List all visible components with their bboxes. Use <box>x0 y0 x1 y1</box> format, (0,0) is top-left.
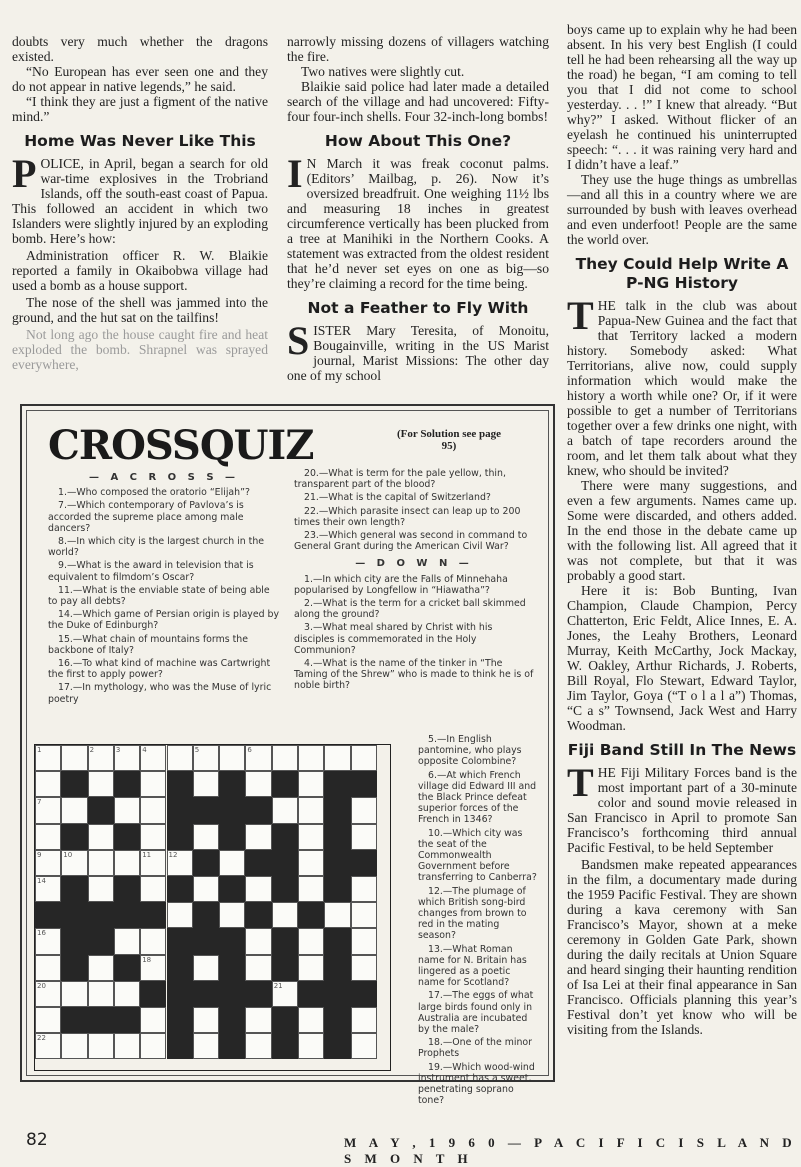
grid-cell[interactable] <box>114 981 140 1007</box>
col1-para-4: Not long ago the house caught fire and heat exploded the bomb. Shrapnel was sprayed everywhere, <box>12 327 268 372</box>
column-1 <box>12 34 268 372</box>
grid-cell[interactable] <box>193 1007 219 1033</box>
grid-cell[interactable] <box>114 797 140 823</box>
grid-cell[interactable] <box>298 797 324 823</box>
crossquiz-solution-note: (For Solution see page 95) <box>397 428 501 452</box>
grid-block-cell <box>193 981 219 1007</box>
grid-cell[interactable] <box>35 797 61 823</box>
grid-cell[interactable] <box>140 745 166 771</box>
grid-block-cell <box>324 850 350 876</box>
column-3 <box>567 22 797 1037</box>
grid-block-cell <box>114 902 140 928</box>
grid-cell[interactable] <box>140 824 166 850</box>
grid-cell[interactable] <box>35 955 61 981</box>
grid-cell[interactable] <box>245 955 271 981</box>
grid-cell[interactable] <box>193 876 219 902</box>
grid-cell[interactable] <box>35 771 61 797</box>
grid-block-cell <box>61 928 87 954</box>
grid-block-cell <box>272 850 298 876</box>
grid-cell[interactable] <box>61 850 87 876</box>
across-clues <box>48 466 280 707</box>
grid-cell[interactable] <box>298 876 324 902</box>
grid-block-cell <box>219 824 245 850</box>
grid-cell[interactable] <box>298 955 324 981</box>
clue-down-4: 4.—What is the name of the tinker in “The Taming of the Shrew” who is made to think he is of noble birth? <box>294 658 534 692</box>
grid-cell[interactable] <box>298 850 324 876</box>
headline-fiji-band: Fiji Band Still In The News <box>567 741 797 759</box>
grid-cell[interactable] <box>298 1007 324 1033</box>
grid-block-cell <box>324 981 350 1007</box>
grid-block-cell <box>61 824 87 850</box>
grid-clue-number: 1 <box>37 746 42 754</box>
grid-block-cell <box>272 824 298 850</box>
grid-block-cell <box>61 902 87 928</box>
col1-para-1: OLICE, in April, began a search for old war-time explosives in the Trobriand Islands, off the south-east coast of Papua. This followed an accident in which two Islanders were slightly injured by an exploding bomb. Here’s how: <box>12 156 268 246</box>
grid-block-cell <box>140 981 166 1007</box>
grid-block-cell <box>245 850 271 876</box>
grid-block-cell <box>351 981 377 1007</box>
grid-clue-number: 2 <box>89 746 95 754</box>
grid-block-cell <box>167 876 193 902</box>
headline-p-ng-history: They Could Help Write A P-NG History <box>575 255 789 292</box>
grid-cell[interactable] <box>35 981 61 1007</box>
grid-cell[interactable] <box>140 928 166 954</box>
grid-clue-number: 9 <box>37 850 42 859</box>
clue-across-1: 1.—Who composed the oratorio “Elijah”? <box>58 487 250 499</box>
grid-cell[interactable] <box>140 771 166 797</box>
grid-cell[interactable] <box>35 1007 61 1033</box>
grid-block-cell <box>324 824 350 850</box>
grid-cell[interactable] <box>88 745 114 771</box>
grid-cell[interactable] <box>35 1033 61 1059</box>
grid-block-cell <box>193 902 219 928</box>
grid-cell[interactable] <box>351 955 377 981</box>
grid-clue-number: 16 <box>37 929 46 938</box>
grid-cell[interactable] <box>35 928 61 954</box>
clue-down-19: 19.—Which wood-wind instrument has a sweet, penetrating soprano tone? <box>418 1061 535 1107</box>
grid-cell[interactable] <box>88 824 114 850</box>
grid-block-cell <box>167 981 193 1007</box>
grid-cell[interactable] <box>140 797 166 823</box>
grid-cell[interactable] <box>61 1033 87 1059</box>
grid-clue-number: 14 <box>37 877 46 885</box>
grid-block-cell <box>167 824 193 850</box>
grid-block-cell <box>324 928 350 954</box>
grid-cell[interactable] <box>114 745 140 771</box>
grid-cell[interactable] <box>114 850 140 876</box>
grid-cell[interactable] <box>193 771 219 797</box>
grid-cell[interactable] <box>193 1033 219 1059</box>
down-heading: — D O W N — <box>355 558 473 570</box>
grid-block-cell <box>324 876 350 902</box>
grid-block-cell <box>114 771 140 797</box>
grid-block-cell <box>35 902 61 928</box>
grid-block-cell <box>219 928 245 954</box>
grid-cell[interactable] <box>61 981 87 1007</box>
clue-down-10: 10.—Which city was the seat of the Commonwealth Government before transferring to Canberra? <box>418 827 537 884</box>
grid-block-cell <box>219 1007 245 1033</box>
grid-block-cell <box>140 902 166 928</box>
down-clues-continued <box>418 734 538 1109</box>
col3-para-1: HE talk in the club was about Papua-New Guinea and the fact that that Territory lacked a modern history. Somebody asked: What Territorians, alive now, could supply information which would make the history a worth while one? Or, if it were possible to get a number of Territorians together over a few drinks one night, with a batch of tape recorders around the room, and let them talk about what they knew, who should be invited? <box>567 298 797 478</box>
grid-block-cell <box>88 797 114 823</box>
grid-cell[interactable] <box>272 797 298 823</box>
headline-home-never-like-this: Home Was Never Like This <box>24 132 256 150</box>
grid-block-cell <box>114 824 140 850</box>
column-2 <box>287 34 549 383</box>
clue-down-2: 2.—What is the term for a cricket ball skimmed along the ground? <box>294 598 526 621</box>
grid-block-cell <box>298 902 324 928</box>
grid-block-cell <box>167 797 193 823</box>
grid-block-cell <box>324 955 350 981</box>
col3-para-4: HE Fiji Military Forces band is the most important part of a 30-minute color and sound movie released in San Francisco in April to promote San Francisco’s forthcoming third annual Pacific Festival, to be held September <box>567 765 797 855</box>
grid-cell[interactable] <box>298 928 324 954</box>
dropcap-t2: T <box>567 760 594 805</box>
grid-cell[interactable] <box>140 876 166 902</box>
grid-block-cell <box>219 1033 245 1059</box>
clue-down-1: 1.—In which city are the Falls of Minnehaha popularised by Longfellow in “Hiawatha”? <box>294 573 508 596</box>
dropcap-t1: T <box>567 293 594 338</box>
grid-cell[interactable] <box>88 955 114 981</box>
across-heading: — A C R O S S — <box>88 472 240 483</box>
grid-cell[interactable] <box>351 1007 377 1033</box>
grid-clue-number: 4 <box>142 746 147 754</box>
dropcap-s: S <box>287 318 310 363</box>
clue-down-6: 6.—At which French village did Edward III and the Black Prince defeat superior forces of the French in 1346? <box>418 769 537 826</box>
grid-cell[interactable] <box>193 745 219 771</box>
grid-clue-number: 5 <box>194 746 200 754</box>
grid-block-cell <box>61 876 87 902</box>
grid-block-cell <box>324 1033 350 1059</box>
clue-across-9: 9.—What is the award in television that is equivalent to filmdom’s Oscar? <box>48 560 254 583</box>
dropcap-i: I <box>287 151 303 196</box>
grid-clue-number: 20 <box>37 981 46 990</box>
clue-down-18: 18.—One of the minor Prophets <box>418 1037 533 1060</box>
clue-across-14: 14.—Which game of Persian origin is played by the Duke of Edinburgh? <box>48 609 280 632</box>
grid-cell[interactable] <box>167 850 193 876</box>
page-number: 82 <box>26 1130 48 1150</box>
grid-block-cell <box>351 771 377 797</box>
grid-cell[interactable] <box>35 824 61 850</box>
grid-clue-number: 6 <box>247 746 252 754</box>
grid-cell[interactable] <box>245 745 271 771</box>
grid-cell[interactable] <box>88 1033 114 1059</box>
grid-cell[interactable] <box>114 928 140 954</box>
grid-cell[interactable] <box>298 771 324 797</box>
grid-cell[interactable] <box>245 771 271 797</box>
grid-block-cell <box>219 981 245 1007</box>
grid-clue-number: 7 <box>37 798 42 807</box>
clue-down-17: 17.—The eggs of what large birds found only in Australia are incubated by the male? <box>418 990 534 1036</box>
grid-block-cell <box>245 981 271 1007</box>
col3-para-2: There were many suggestions, and even a few arguments. Names came up. Some were discarded, and others added. In the end those in the debate came up with the following list. All agreed that it was not complete, but that it was probably a good start. <box>567 478 797 583</box>
grid-cell[interactable] <box>35 876 61 902</box>
grid-cell[interactable] <box>35 850 61 876</box>
grid-block-cell <box>61 955 87 981</box>
grid-cell[interactable] <box>245 1033 271 1059</box>
grid-block-cell <box>88 902 114 928</box>
grid-cell[interactable] <box>61 745 87 771</box>
grid-block-cell <box>298 981 324 1007</box>
clue-across-8: 8.—In which city is the largest church in the world? <box>48 536 265 559</box>
headline-not-a-feather: Not a Feather to Fly With <box>307 299 529 317</box>
col1-para-3: The nose of the shell was jammed into the ground, and the hut sat on the tailfins! <box>12 295 268 325</box>
grid-block-cell <box>245 902 271 928</box>
grid-block-cell <box>61 771 87 797</box>
grid-block-cell <box>272 876 298 902</box>
grid-block-cell <box>193 928 219 954</box>
grid-cell[interactable] <box>298 745 324 771</box>
grid-clue-number: 18 <box>142 955 152 964</box>
grid-clue-number: 22 <box>37 1034 46 1043</box>
grid-clue-number: 12 <box>168 850 178 859</box>
grid-cell[interactable] <box>167 745 193 771</box>
grid-block-cell <box>167 771 193 797</box>
crossquiz-title: CROSSQUIZ <box>48 422 314 469</box>
grid-cell[interactable] <box>140 1033 166 1059</box>
col1-intro-2: “No European has ever seen one and they do not appear in native legends,” he said. <box>12 64 268 94</box>
grid-block-cell <box>272 1033 298 1059</box>
col2-para-2: ISTER Mary Teresita, of Monoitu, Bougainville, writing in the US Marist journal, Marist Missions: The other day one of my school <box>287 323 549 383</box>
grid-cell[interactable] <box>140 850 166 876</box>
grid-cell[interactable] <box>245 1007 271 1033</box>
grid-block-cell <box>167 1007 193 1033</box>
grid-block-cell <box>272 955 298 981</box>
grid-cell[interactable] <box>324 745 350 771</box>
grid-block-cell <box>167 1033 193 1059</box>
grid-cell[interactable] <box>351 876 377 902</box>
clue-across-16: 16.—To what kind of machine was Cartwright the first to apply power? <box>48 658 271 681</box>
col2-intro-3: Blaikie said police had later made a detailed search of the village and had uncovered: Fifty-four four-inch shells. Four 32-inch-long bombs! <box>287 79 549 124</box>
grid-block-cell <box>114 1007 140 1033</box>
grid-cell[interactable] <box>167 902 193 928</box>
grid-cell[interactable] <box>140 955 166 981</box>
clue-across-20: 20.—What is term for the pale yellow, thin, transparent part of the blood? <box>294 468 506 491</box>
grid-cell[interactable] <box>298 824 324 850</box>
col2-intro-1: narrowly missing dozens of villagers watching the fire. <box>287 34 549 64</box>
grid-block-cell <box>61 1007 87 1033</box>
grid-cell[interactable] <box>351 928 377 954</box>
across-down-clues <box>294 468 534 694</box>
grid-block-cell <box>272 928 298 954</box>
grid-block-cell <box>219 955 245 981</box>
grid-cell[interactable] <box>140 1007 166 1033</box>
grid-cell[interactable] <box>219 902 245 928</box>
grid-cell[interactable] <box>114 1033 140 1059</box>
grid-block-cell <box>193 850 219 876</box>
grid-block-cell <box>88 928 114 954</box>
grid-cell[interactable] <box>324 902 350 928</box>
grid-clue-number: 11 <box>142 850 152 859</box>
col1-para-2: Administration officer R. W. Blaikie reported a family in Okaibobwa village had used a bomb as a house support. <box>12 248 268 293</box>
grid-block-cell <box>114 955 140 981</box>
grid-cell[interactable] <box>351 745 377 771</box>
grid-block-cell <box>167 928 193 954</box>
grid-cell[interactable] <box>61 797 87 823</box>
grid-cell[interactable] <box>193 824 219 850</box>
clue-across-7: 7.—Which contemporary of Pavlova’s is accorded the supreme place among male dancers? <box>48 500 244 534</box>
clue-across-11: 11.—What is the enviable state of being able to pay all debts? <box>48 584 270 608</box>
grid-cell[interactable] <box>351 1033 377 1059</box>
grid-clue-number: 3 <box>115 746 121 754</box>
grid-block-cell <box>272 1007 298 1033</box>
crossword-grid <box>34 744 391 1071</box>
clue-down-13: 13.—What Roman name for N. Britain has lingered as a poetic name for Scotland? <box>418 943 527 989</box>
grid-cell[interactable] <box>219 745 245 771</box>
col3-para-3: Here it is: Bob Bunting, Ivan Champion, Claude Champion, Percy Chatterton, Eric Feldt, Alice Innes, E. A. Jones, the Leahy Brothers, Leonard Murray, Keith McCarthy, Jock Mackay, W. Oakley, Arthur Richards, J. Roberts, Bill Royal, Flo Stewart, Edward Taylor, Jim Taylor, Goya (“T o l a l a”) Thomas, “C a s” Townsend, Jack West and Harry Woodman. <box>567 583 797 733</box>
clue-across-22: 22.—Which parasite insect can leap up to 200 times their own length? <box>294 505 521 528</box>
grid-block-cell <box>324 1007 350 1033</box>
clue-down-3: 3.—What meal shared by Christ with his disciples is commemorated in the Holy Communion? <box>294 622 493 656</box>
grid-block-cell <box>167 955 193 981</box>
col1-intro-3: “I think they are just a figment of the native mind.” <box>12 94 268 124</box>
grid-cell[interactable] <box>219 850 245 876</box>
col3-para-5: Bandsmen make repeated appearances in the film, a documentary made during the 1959 Pacific Festival. They are shown during a kava ceremony with San Francisco’s Mayor, shown at a meke ceremony in Golden Gate Park, shown during the daily recitals at Union Square and heard singing their haunting rendition of Isa Lei at their final appearance in San Francisco. Officials planning this year’s Festival don’t yet know who will be visiting from the Islands. <box>567 857 797 1037</box>
col2-para-1: N March it was freak coconut palms. (Editors’ Mailbag, p. 26). Now it’s oversized breadfruit. One weighing 11½ lbs and measuring 18 inches in greatest circumference vertically has been plucked from a tree at Manihiki in the Northern Cooks. A statement was extracted from the oldest resident that he’d never set eyes on one as big—so they’re claiming a record for the time being. <box>287 156 549 291</box>
grid-cell[interactable] <box>88 771 114 797</box>
grid-cell[interactable] <box>272 745 298 771</box>
grid-block-cell <box>245 797 271 823</box>
grid-block-cell <box>219 797 245 823</box>
grid-cell[interactable] <box>88 850 114 876</box>
clue-down-12: 12.—The plumage of which British song-bird changes from brown to red in the mating season? <box>418 885 527 942</box>
clue-down-5: 5.—In English pantomine, who plays opposite Colombine? <box>418 734 522 768</box>
col2-intro-2: Two natives were slightly cut. <box>301 64 465 79</box>
grid-block-cell <box>324 771 350 797</box>
grid-block-cell <box>88 1007 114 1033</box>
grid-cell[interactable] <box>298 1033 324 1059</box>
grid-cell[interactable] <box>245 928 271 954</box>
col3-intro-1: boys came up to explain why he had been absent. In his very best English (I could tell he had been rehearsing all the way up the road) he began, “I am coming to tell you that I did not come to school yesterday. . . !” I knew that already. “But why?” I asked. Without flicker of an eyelash he continued his uninterrupted speech: “. . . it was raining very hard and I didn’t have a leaf.” <box>567 22 797 172</box>
grid-cell[interactable] <box>245 824 271 850</box>
grid-cell[interactable] <box>272 902 298 928</box>
clue-across-21: 21.—What is the capital of Switzerland? <box>304 492 491 504</box>
grid-cell[interactable] <box>351 902 377 928</box>
grid-block-cell <box>193 797 219 823</box>
grid-clue-number: 10 <box>63 850 73 859</box>
col3-intro-2: They use the huge things as umbrellas—and all this in a country where we are surrounded by bush with leaves overhead and even underfoot! People are the same the world over. <box>567 172 797 247</box>
clue-across-15: 15.—What chain of mountains forms the backbone of Italy? <box>48 633 248 656</box>
clue-across-23: 23.—Which general was second in command to General Grant during the American Civil War? <box>294 530 528 553</box>
grid-block-cell <box>219 876 245 902</box>
grid-cell[interactable] <box>35 745 61 771</box>
running-title: M A Y , 1 9 6 0 — P A C I F I C I S L A N D S M O N T H <box>344 1135 797 1166</box>
grid-block-cell <box>219 771 245 797</box>
grid-block-cell <box>114 876 140 902</box>
grid-cell[interactable] <box>272 981 298 1007</box>
clue-across-17: 17.—In mythology, who was the Muse of lyric poetry <box>48 682 272 705</box>
col1-intro-1: doubts very much whether the dragons existed. <box>12 34 268 64</box>
grid-block-cell <box>351 850 377 876</box>
grid-clue-number: 21 <box>273 981 283 990</box>
headline-how-about-this-one: How About This One? <box>324 132 512 150</box>
grid-cell[interactable] <box>193 955 219 981</box>
grid-cell[interactable] <box>245 876 271 902</box>
grid-block-cell <box>272 771 298 797</box>
grid-cell[interactable] <box>351 824 377 850</box>
grid-cell[interactable] <box>88 981 114 1007</box>
grid-cell[interactable] <box>351 797 377 823</box>
grid-cell[interactable] <box>88 876 114 902</box>
dropcap-p: P <box>12 151 37 196</box>
grid-block-cell <box>324 797 350 823</box>
